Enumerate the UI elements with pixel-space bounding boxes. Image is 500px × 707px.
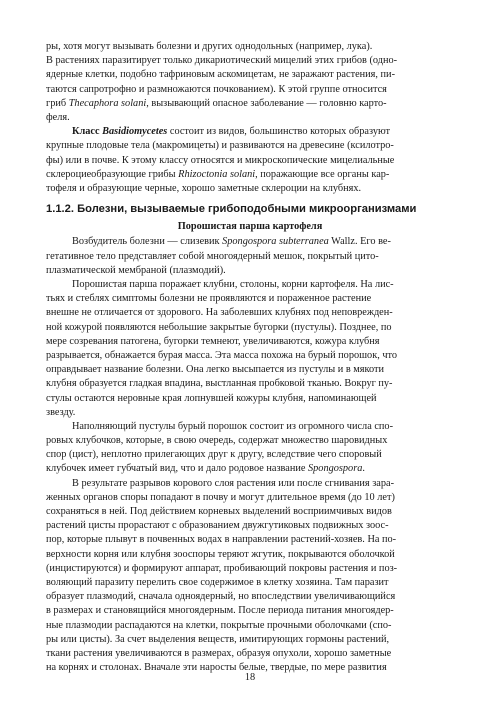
text-line: фы) или в почве. К этому классу относятся и микроскопические мицелиальные: [46, 154, 395, 166]
text-line: на корнях и столонах. Вначале эти наросты белые, твердые, по мере развития: [46, 662, 387, 674]
text-line: ры или цисты). За счет выделения веществ, имитирующих гормоны растений,: [46, 633, 390, 645]
text-line: ровых клубочков, которые, в свою очередь, содержат множество шаровидных: [46, 435, 388, 447]
text-line: спор (цист), неплотно прилегающих друг к другу, вследствие чего споровый: [46, 449, 382, 461]
text-line: разрывается, обнажается бурая масса. Эта масса похожа на бурый порошок, что: [46, 349, 398, 361]
text-line: воляющий паразиту перелить свое содержимое в клетку хозяина. Там паразит: [46, 576, 389, 588]
text-line: гетативное тело представляет собой многоядерный мешок, покрытый цито-: [46, 250, 379, 262]
text-line: крупные плодовые тела (макромицеты) и развиваются на древесине (ксилотро-: [46, 140, 394, 152]
text-line: пор, которые плывут в почвенных водах в направлении растений-хозяев. На по-: [46, 534, 397, 546]
page-number: 18: [244, 672, 256, 683]
text-line: тофеля и образующие черные, хорошо заметные склероции на клубнях.: [46, 182, 362, 194]
basidiomycetes-paragraph: [46, 125, 454, 196]
spore-paragraph: [46, 420, 454, 477]
text-line: тьях и стеблях симптомы болезни не проявляются и пораженное растение: [46, 293, 372, 305]
text-line: В результате разрывов корового слоя растения или после сгнивания зара-: [72, 477, 395, 489]
symptoms-paragraph: [46, 278, 454, 420]
text-line: внешне не отличается от здорового. На заболевших клубнях под неповрежден-: [46, 307, 393, 319]
text-line: женных органов споры попадают в почву и могут длительное время (до 10 лет): [46, 491, 395, 503]
text-line: ные плазмодии распадаются на клетки, покрытые прочными оболочками (спо-: [46, 619, 392, 631]
text-line: склероциеобразующие грибы Rhizoctonia solani, поражающие все органы кар-: [46, 168, 390, 180]
text-line: клубня образуется гладкая впадина, выстланная пробковой тканью. Вокруг пу-: [46, 378, 393, 390]
text-line: оправдывает название болезни. Она легко высыпается из пустулы и в мякоти: [46, 364, 385, 376]
text-line: мере созревания патогена, бугорки темнеют, увеличиваются, кожура клубня: [46, 335, 380, 347]
text-line: плазматической мембраной (плазмодий).: [46, 264, 226, 276]
text-line: сохраняться в ней. Под действием корневых выделений восприимчивых видов: [46, 506, 392, 518]
section-heading: 1.1.2. Болезни, вызываемые грибоподобными микроорганизмами: [46, 203, 417, 216]
text-line: ры, хотя могут вызывать болезни и других однодольных (например, лука).: [46, 41, 373, 52]
intro-paragraph: [46, 40, 454, 125]
text-line: в размерах и становящийся многоядерным. После периода питания многоядер-: [46, 605, 394, 617]
text-line: Порошистая парша поражает клубни, столоны, корни картофеля. На лис-: [72, 279, 394, 291]
text-line: таются сапротрофно и размножаются почкованием). К этой группе относится: [46, 83, 387, 95]
text-line: гриб Thecaphora solani, вызывающий опасное заболевание — головню карто-: [46, 97, 387, 109]
text-line: В растениях паразитирует только дикариотический мицелий этих грибов (одно-: [46, 55, 398, 67]
text-line: Возбудитель болезни — слизевик Spongospora subterranea Wallz. Его ве-: [72, 236, 391, 248]
text-line: ной кожурой появляются небольшие закрытые бугорки (пустулы). Позднее, по: [46, 321, 392, 333]
text-line: ядерные клетки, подобно тафриновым аскомицетам, не заражают растения, пи-: [46, 69, 395, 81]
text-line: Наполняющий пустулы бурый порошок состоит из огромного числа спо-: [72, 420, 394, 432]
text-line: клубочек имеет губчатый вид, что и дало родовое название Spongospora.: [46, 463, 365, 475]
lifecycle-paragraph: [46, 477, 454, 676]
text-line: (инцистируются) и формируют аппарат, пробивающий покровы растения и поз-: [46, 562, 398, 574]
subsection-heading: Порошистая парша картофеля: [177, 221, 323, 233]
text-line: образует плазмодий, сначала одноядерный, но впоследствии увеличивающийся: [46, 591, 396, 603]
text-line: растений цисты прорастают с образованием двужгутиковых подвижных зоос-: [46, 520, 389, 532]
pathogen-paragraph: [46, 235, 454, 278]
text-line: ткани растения увеличиваются в размерах, образуя опухоли, хорошо заметные: [46, 647, 392, 659]
text-line: звезду.: [46, 406, 76, 418]
text-line: стулы остаются неровные края лопнувшей кожуры клубня, напоминающей: [46, 392, 377, 404]
text-line: верхности корня или клубня зооспоры теряют жгутик, покрываются оболочкой: [46, 548, 395, 560]
text-line: Класс Basidiomycetes состоит из видов, большинство которых образуют: [72, 126, 391, 138]
text-line: феля.: [46, 111, 70, 123]
